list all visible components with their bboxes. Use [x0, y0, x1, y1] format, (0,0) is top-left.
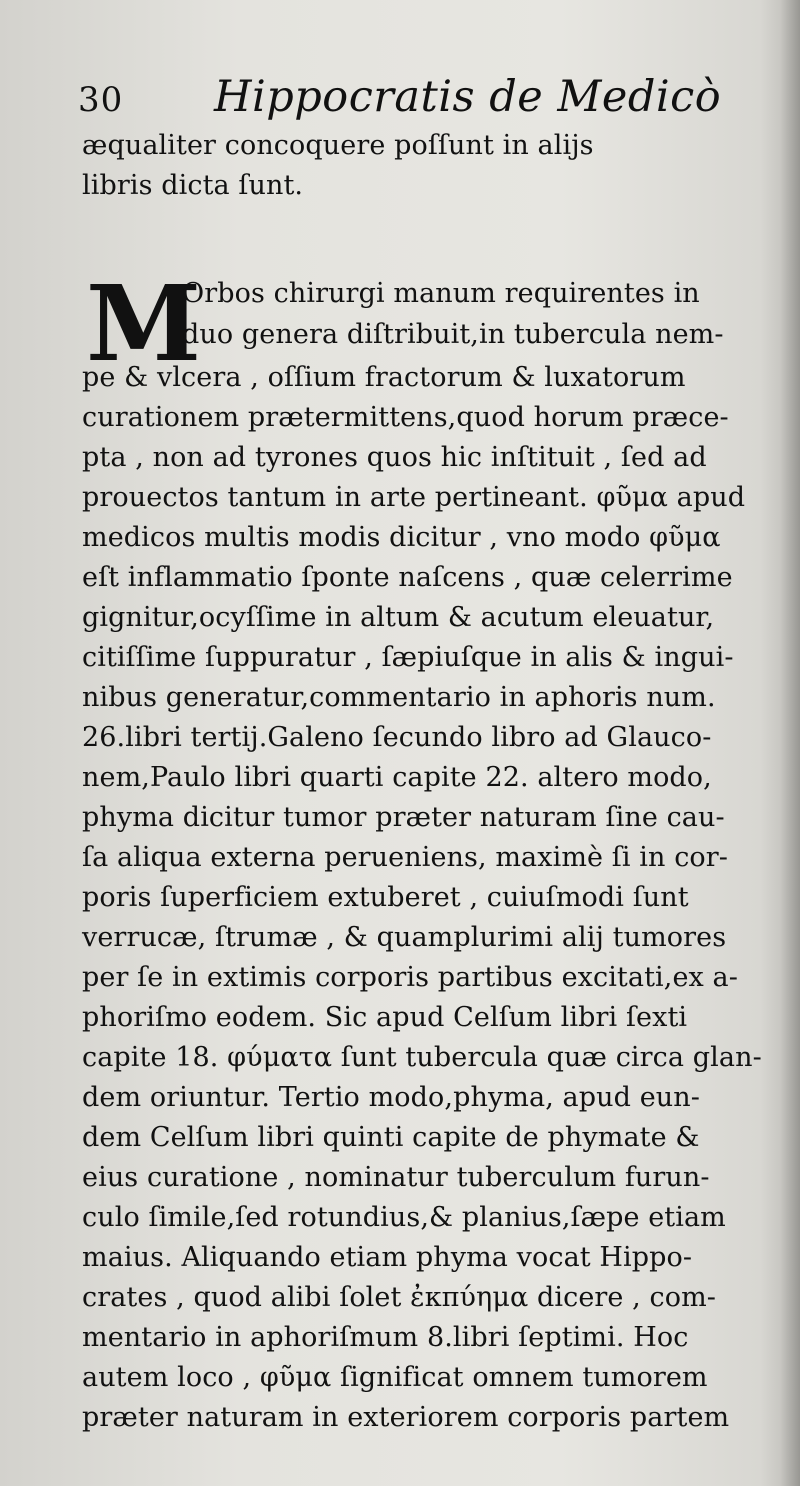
drop-cap: M [86, 262, 201, 385]
text-line: prouectos tantum in arte pertineant. φῦμα apud [82, 482, 746, 513]
page-edge-shadow [780, 0, 800, 1486]
text-line: per ſe in extimis corporis partibus excitati,ex a- [82, 962, 738, 993]
text-line: gignitur,ocyſſime in altum & acutum eleuatur, [82, 602, 715, 633]
text-line: pe & vlcera , oſſium fractorum & luxatorum [82, 362, 686, 393]
text-line: phyma dicitur tumor præter naturam ſine cau- [82, 802, 725, 833]
text-line: ſa aliqua externa perueniens, maximè ſi in cor- [82, 842, 729, 873]
text-line: æqualiter concoquere poſſunt in aliјs [82, 130, 594, 161]
text-line: mentario in aphoriſmum 8.libri ſeptimi. Hoc [82, 1322, 689, 1353]
text-line: autem loco , φῦμα ſignificat omnem tumorem [82, 1362, 708, 1393]
text-line: capite 18. φύματα ſunt tubercula quæ circa glan- [82, 1042, 762, 1073]
text-line: nibus generatur,commentario in aphoris num. [82, 682, 716, 713]
text-line: medicos multis modis dicitur , vno modo φῦμα [82, 522, 721, 553]
text-line: Orbos chirurgi manum requirentes in [182, 278, 700, 309]
text-line: culo ſimile,ſed rotundius,& planius,ſæpe etiam [82, 1202, 726, 1233]
text-line: dem Celſum libri quinti capite de phymate & [82, 1122, 700, 1153]
text-line: phoriſmo eodem. Sic apud Celſum libri ſexti [82, 1002, 688, 1033]
text-line: nem,Paulo libri quarti capite 22. altero modo, [82, 762, 712, 793]
text-line: libris dicta ſunt. [82, 170, 304, 201]
page-header [78, 68, 758, 128]
text-line: curationem prætermittens,quod horum præce- [82, 402, 729, 433]
text-line: poris ſuperficiem extuberet , cuiuſmodi ſunt [82, 882, 689, 913]
text-line: pta , non ad tyrones quos hic inſtituit , ſed ad [82, 442, 707, 473]
text-line: verrucæ, ſtrumæ , & quamplurimi alij tumores [82, 922, 727, 953]
text-line: eius curatione , nominatur tuberculum furun- [82, 1162, 710, 1193]
text-line: 26.libri tertij.Galeno ſecundo libro ad Glauco- [82, 722, 712, 753]
running-head: Hippocratis de Medicò [214, 72, 722, 122]
text-line: præter naturam in exteriorem corporis partem [82, 1402, 730, 1433]
text-line: duo genera diſtribuit,in tubercula nem- [182, 319, 724, 350]
text-line: eſt inflammatio ſponte naſcens , quæ celerrime [82, 562, 733, 593]
text-line: dem oriuntur. Tertio modo,phyma, apud eun- [82, 1082, 700, 1113]
page-number: 30 [78, 80, 124, 120]
text-line: crates , quod alibi ſolet ἐκπύημα dicere , com- [82, 1282, 717, 1313]
text-line: maius. Aliquando etiam phyma vocat Hippo- [82, 1242, 693, 1273]
text-line: citiſſime ſuppuratur , ſæpiuſque in alis & ingui- [82, 642, 734, 673]
